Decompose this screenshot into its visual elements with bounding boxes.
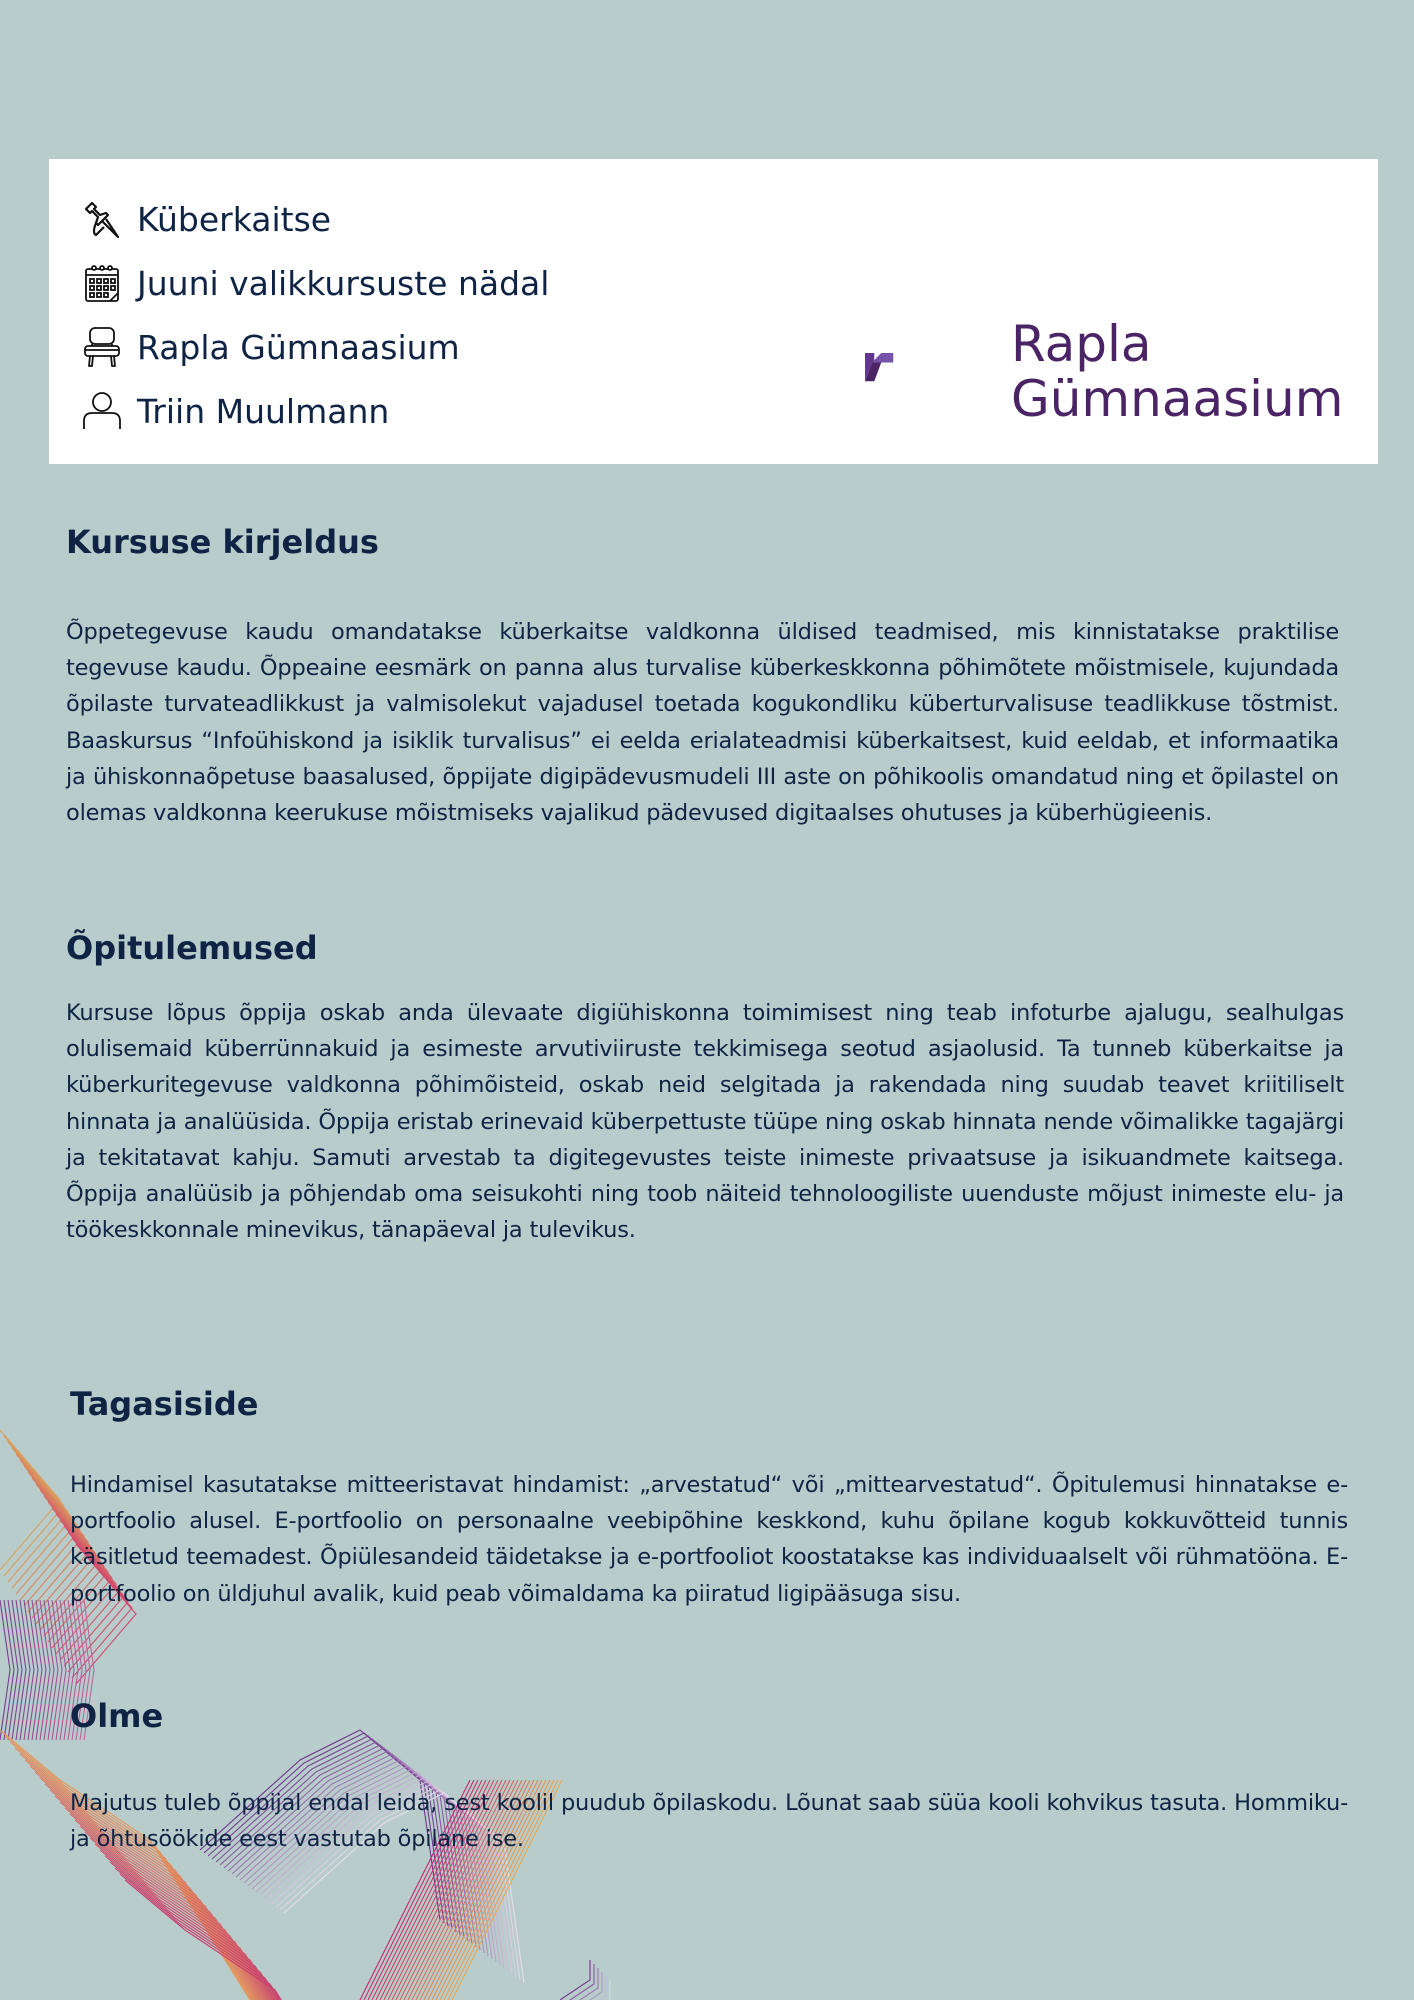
section-course-description xyxy=(66,523,1341,831)
section-title: Olme xyxy=(70,1697,164,1735)
section-living xyxy=(70,1697,1348,1857)
meta-label: Juuni valikkursuste nädal xyxy=(137,263,550,303)
meta-teacher xyxy=(82,379,549,443)
school-logo-mark xyxy=(865,308,985,428)
section-title: Kursuse kirjeldus xyxy=(66,523,379,561)
section-body: Kursuse lõpus õppija oskab anda ülevaate digiühiskonna toimimisest ning teab infoturbe ajalugu, sealhulgas olulisemaid küberrünnakuid ja esimeste arvutiviiruste tekkimisega seotud asjaolusid. Ta tunneb küberkaitse ja küberkuritegevuse valdkonna põhimõisteid, oskab neid selgitada ja rakendada ning suudab teavet kriitiliselt hinnata ja analüüsida. Õppija eristab erinevaid küberpettuste tüüpe ning oskab hinnata nende võimalikke tagajärgi ja tekitatavat kahju. Samuti arvestab ta digitegevustes teiste inimeste privaatsuse ja isikuandmete kaitsega. Õppija analüüsib ja põhjendab oma seisukohti ning toob näiteid tehnoloogiliste uuenduste mõjust inimeste elu- ja töökeskkonnale minevikus, tänapäeval ja tulevikus. xyxy=(66,1000,1344,1244)
calendar-icon xyxy=(82,263,122,303)
meta-label: Rapla Gümnaasium xyxy=(137,327,460,367)
section-title: Õpitulemused xyxy=(66,929,318,967)
meta-school xyxy=(82,315,549,379)
header-card xyxy=(49,159,1378,464)
person-icon xyxy=(82,391,122,431)
section-body: Majutus tuleb õppijal endal leida, sest koolil puudub õpilaskodu. Lõunat saab süüa kooli kohvikus tasuta. Hommiku- ja õhtusöökide eest vastutab õpilane ise. xyxy=(70,1790,1348,1853)
pushpin-icon xyxy=(82,199,122,239)
meta-course-name xyxy=(82,187,549,251)
section-learning-outcomes xyxy=(66,929,1344,1248)
section-feedback xyxy=(70,1385,1348,1612)
logo-line-1: Rapla xyxy=(1011,315,1152,373)
section-body: Hindamisel kasutatakse mitteeristavat hindamist: „arvestatud“ või „mittearvestatud“. Õpitulemusi hinnatakse e-portfoolio alusel. E-portfoolio on personaalne veebipõhine keskkond, kuhu õpilane kogub kokkuvõtteid tunnis käsitletud teemadest. Õpiülesandeid täidetakse ja e-portfooliot koostatakse kas individuaalselt või rühmatööna. E-portfoolio on üldjuhul avalik, kuid peab võimaldama ka piiratud ligipääsuga sisu. xyxy=(70,1472,1348,1607)
section-body: Õppetegevuse kaudu omandatakse küberkaitse valdkonna üldised teadmised, mis kinnistatakse praktilise tegevuse kaudu. Õppeaine eesmärk on panna alus turvalise küberkeskkonna põhimõtete mõistmisele, kujundada õpilaste turvateadlikkust ja valmisolekut vajadusel toetada kogukondliku küberturvalisuse teadlikkuse tõstmist. Baaskursus “Infoühiskond ja isiklik turvalisus” ei eelda erialateadmisi küberkaitsest, kuid eeldab, et informaatika ja ühiskonnaõpetuse baasalused, õppijate digipädevusmudeli III aste on põhikoolis omandatud ning et õpilastel on olemas valdkonna keerukuse mõistmiseks vajalikud pädevused digitaalses ohutuses ja küberhügieenis. xyxy=(66,619,1339,827)
meta-course-period xyxy=(82,251,549,315)
chair-icon xyxy=(82,327,122,367)
school-logo-text xyxy=(1011,317,1343,427)
meta-label: Triin Muulmann xyxy=(137,391,390,431)
logo-line-2: Gümnaasium xyxy=(1011,370,1344,428)
course-meta-list xyxy=(82,187,549,443)
meta-label: Küberkaitse xyxy=(137,199,332,239)
section-title: Tagasiside xyxy=(70,1385,259,1423)
